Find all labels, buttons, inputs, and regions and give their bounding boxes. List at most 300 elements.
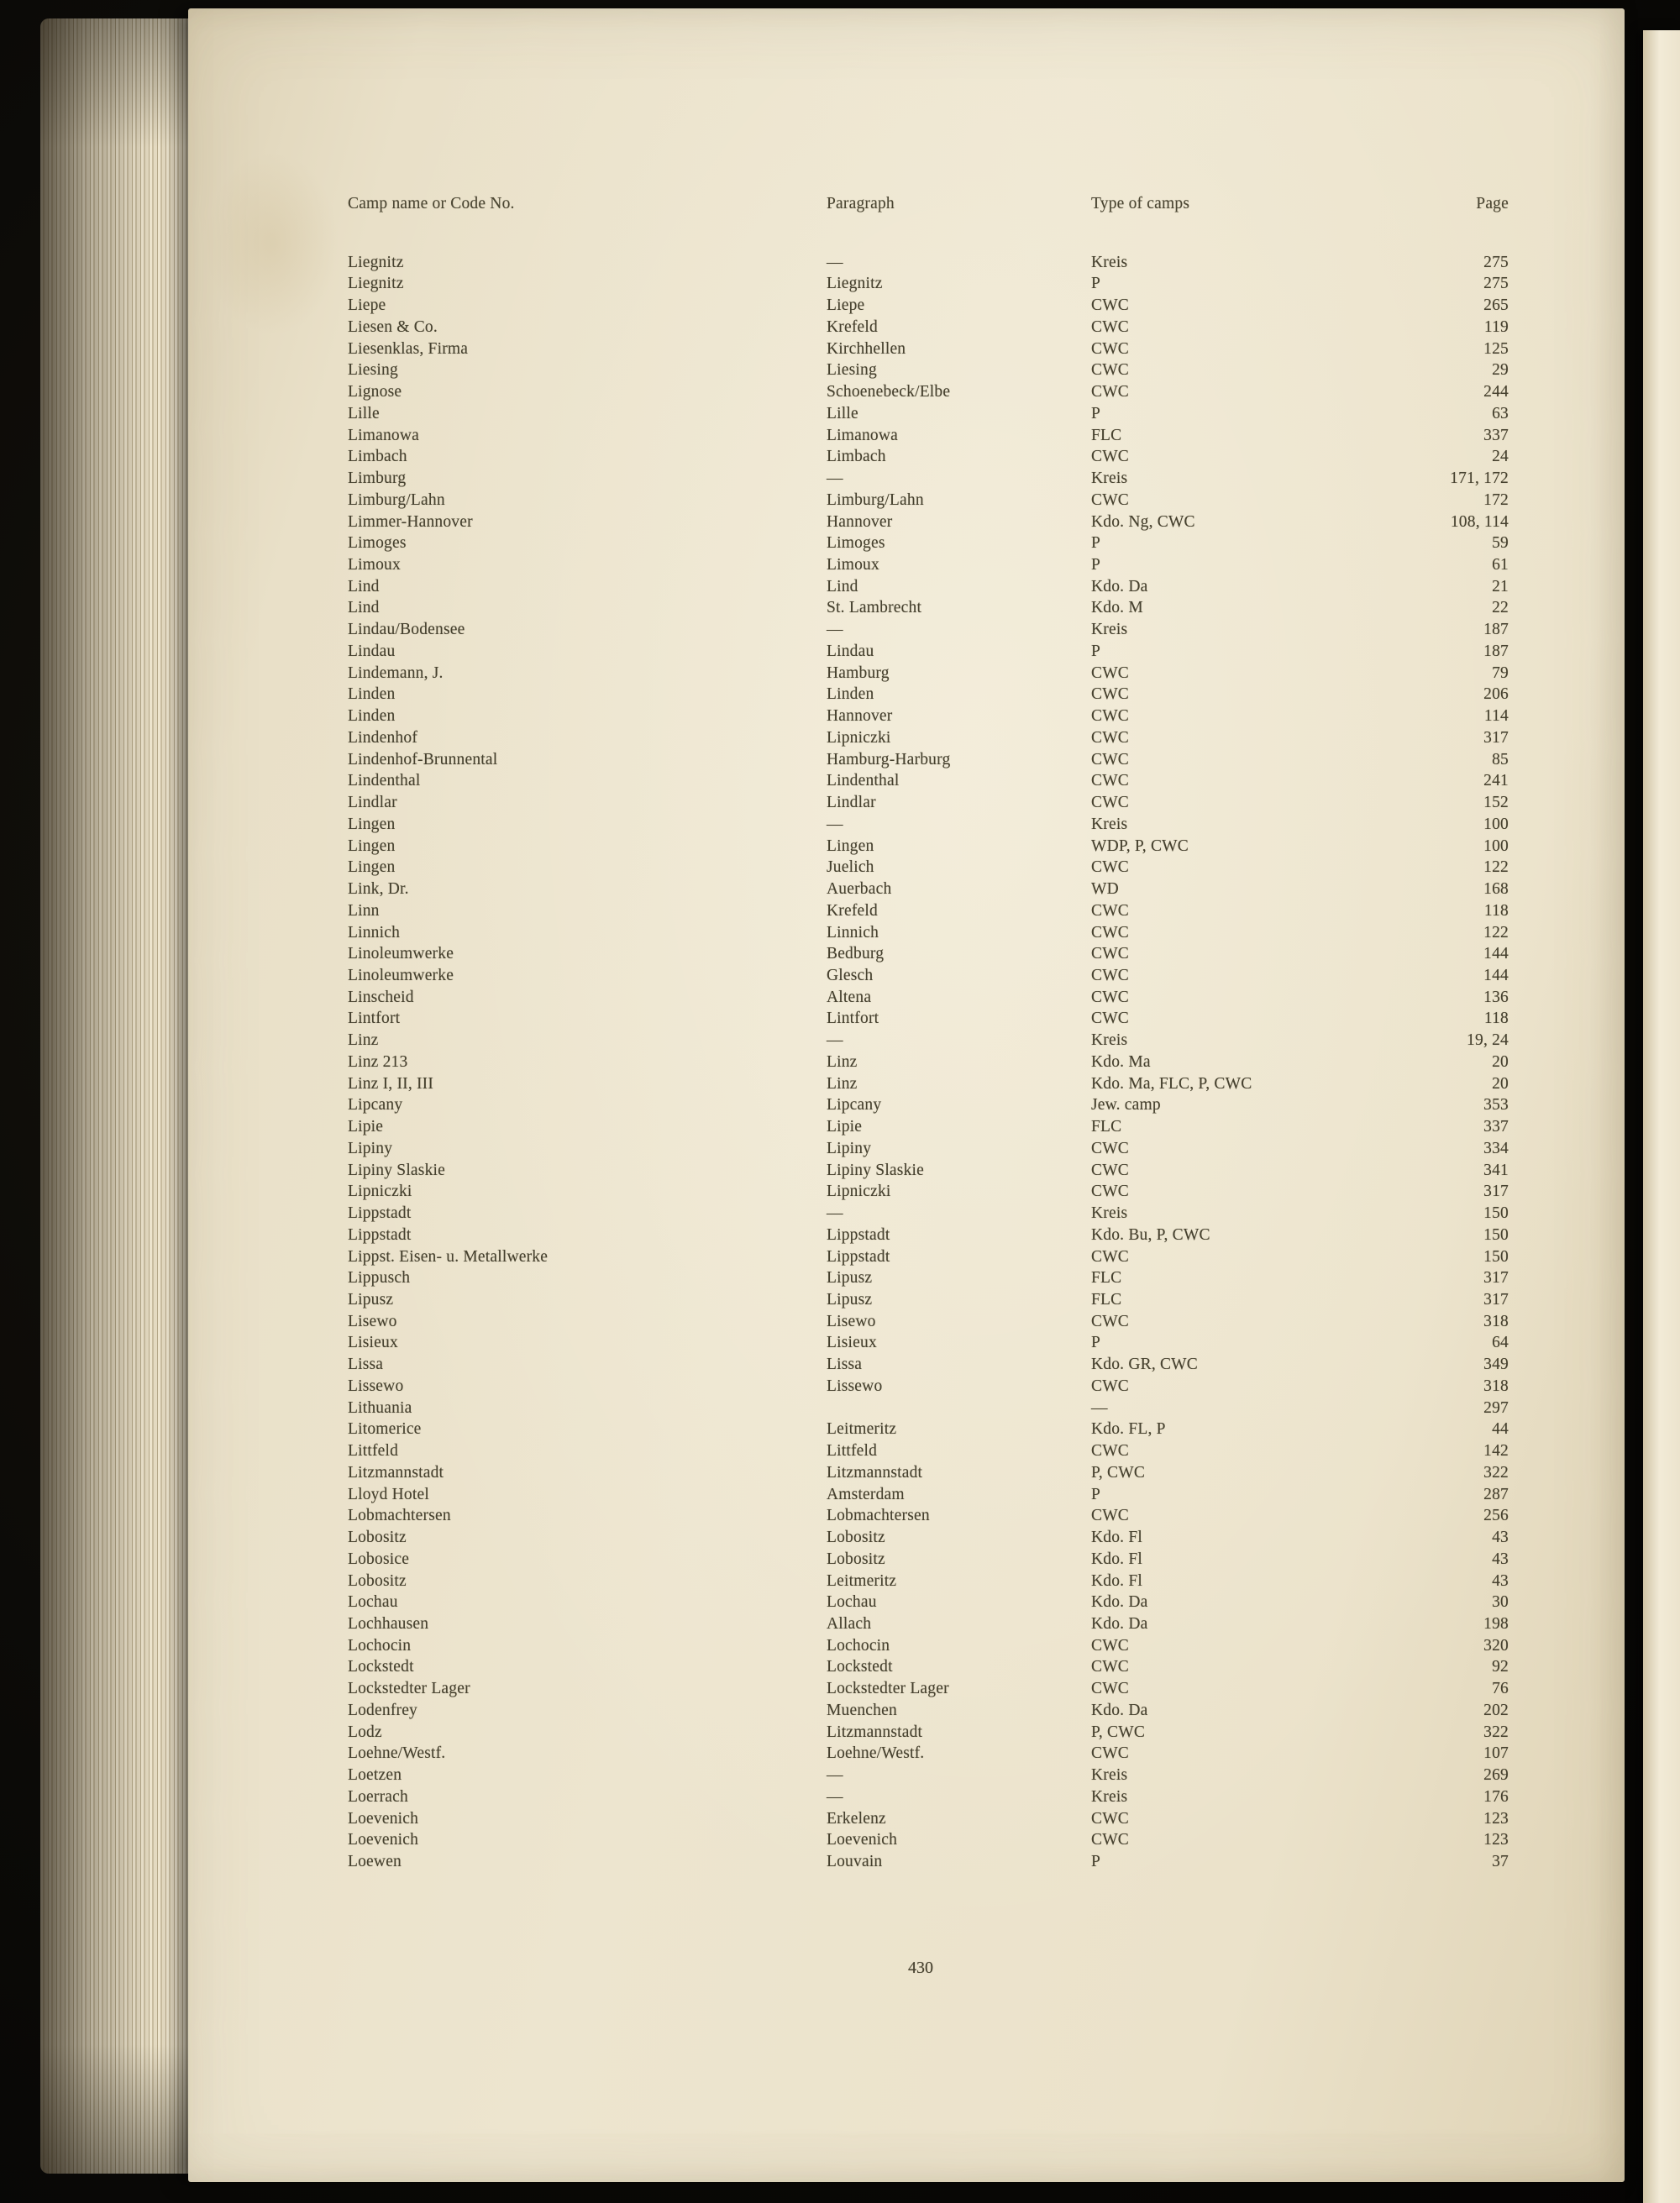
paragraph-cell: Auerbach <box>827 880 892 899</box>
camp-type-cell: CWC <box>1091 664 1130 682</box>
page-ref-cell: 168 <box>1483 880 1509 899</box>
camp-type-cell: CWC <box>1091 1507 1130 1525</box>
table-row <box>348 532 1517 554</box>
table-row <box>348 1571 1517 1592</box>
page-ref-cell: 320 <box>1483 1636 1509 1655</box>
camp-name-cell: Liegnitz <box>348 253 404 271</box>
paragraph-cell: — <box>827 1787 843 1806</box>
camp-type-cell: Kdo. FL, P <box>1091 1420 1166 1439</box>
camp-type-cell: WD <box>1091 880 1119 899</box>
camp-name-cell: Linn <box>348 901 380 920</box>
camp-name-cell: Lindenhof-Brunnental <box>348 750 498 768</box>
camp-name-cell: Linoleumwerke <box>348 945 454 963</box>
table-row <box>348 857 1517 879</box>
page-ref-cell: 317 <box>1483 1183 1509 1201</box>
table-row <box>348 1398 1517 1419</box>
page-ref-cell: 119 <box>1483 317 1509 336</box>
camp-type-cell: FLC <box>1091 426 1122 444</box>
paragraph-cell: Litzmannstadt <box>827 1463 923 1482</box>
book-page-edges <box>40 18 192 2174</box>
page-ref-cell: 150 <box>1483 1204 1509 1223</box>
camp-type-cell: P <box>1091 404 1101 422</box>
camp-name-cell: Linscheid <box>348 988 414 1006</box>
paragraph-cell: — <box>827 1204 843 1223</box>
camp-name-cell: Lobositz <box>348 1571 407 1590</box>
camp-name-cell: Lochau <box>348 1593 398 1612</box>
paragraph-cell: Lindlar <box>827 794 876 812</box>
page-ref-cell: 265 <box>1483 296 1509 315</box>
paragraph-cell: Lobmachtersen <box>827 1507 930 1525</box>
camp-name-cell: Littfeld <box>348 1442 399 1461</box>
paragraph-cell: Lipie <box>827 1118 863 1136</box>
camp-type-cell: CWC <box>1091 1442 1130 1461</box>
paragraph-cell: Glesch <box>827 966 874 984</box>
page-ref-cell: 43 <box>1492 1571 1509 1590</box>
header-camp-type: Type of camps <box>1091 195 1190 212</box>
page-ref-cell: 43 <box>1492 1550 1509 1568</box>
book-page <box>188 8 1625 2182</box>
paragraph-cell: Juelich <box>827 858 874 877</box>
camp-name-cell: Lisewo <box>348 1312 397 1330</box>
paragraph-cell: — <box>827 815 843 833</box>
paragraph-cell: Limoux <box>827 556 879 574</box>
page-ref-cell: 322 <box>1483 1723 1509 1741</box>
camp-type-cell: P <box>1091 1485 1101 1503</box>
table-row <box>348 273 1517 295</box>
paragraph-cell: Hamburg <box>827 664 890 682</box>
camp-name-cell: Lindau <box>348 642 396 660</box>
camp-name-cell: Liesenklas, Firma <box>348 339 469 358</box>
camp-type-cell: Kdo. M <box>1091 599 1143 617</box>
paragraph-cell: — <box>827 469 843 488</box>
camp-name-cell: Limoges <box>348 534 407 553</box>
paragraph-cell: Hannover <box>827 512 893 531</box>
page-ref-cell: 275 <box>1483 253 1509 271</box>
page-ref-cell: 256 <box>1483 1507 1509 1525</box>
paragraph-cell: Limanowa <box>827 426 898 444</box>
camp-type-cell: Jew. camp <box>1091 1096 1161 1115</box>
table-row <box>348 770 1517 792</box>
paragraph-cell: Lingen <box>827 837 874 855</box>
paragraph-cell: Leitmeritz <box>827 1571 897 1590</box>
page-ref-cell: 317 <box>1483 1269 1509 1288</box>
table-row <box>348 1332 1517 1354</box>
table-row <box>348 381 1517 403</box>
paragraph-cell: — <box>827 1766 843 1785</box>
page-ref-cell: 241 <box>1483 772 1509 790</box>
paragraph-cell: Lipcany <box>827 1096 882 1115</box>
camp-name-cell: Lindlar <box>348 794 397 812</box>
camp-type-cell: CWC <box>1091 707 1130 726</box>
camp-type-cell: P <box>1091 1334 1101 1352</box>
table-row <box>348 1613 1517 1635</box>
camp-name-cell: Linz I, II, III <box>348 1074 434 1093</box>
camp-type-cell: CWC <box>1091 1831 1130 1849</box>
page-number: 430 <box>908 1959 933 1977</box>
camp-name-cell: Lockstedt <box>348 1658 414 1676</box>
table-row <box>348 836 1517 858</box>
camp-type-cell: Kreis <box>1091 1766 1128 1785</box>
camp-name-cell: Lippst. Eisen- u. Metallwerke <box>348 1247 549 1266</box>
table-row <box>348 1138 1517 1160</box>
camp-type-cell: WDP, P, CWC <box>1091 837 1189 855</box>
paragraph-cell: Lindenthal <box>827 772 900 790</box>
table-row <box>348 468 1517 490</box>
page-ref-cell: 318 <box>1483 1312 1509 1330</box>
table-row <box>348 1116 1517 1138</box>
table-row <box>348 965 1517 987</box>
camp-type-cell: CWC <box>1091 383 1130 401</box>
table-row <box>348 1160 1517 1182</box>
camp-name-cell: Lissa <box>348 1356 384 1374</box>
table-row <box>348 490 1517 511</box>
paragraph-cell: Lippstadt <box>827 1225 890 1244</box>
page-ref-cell: 123 <box>1483 1809 1509 1828</box>
table-row <box>348 792 1517 814</box>
camp-type-cell: P <box>1091 534 1101 553</box>
table-row <box>348 317 1517 338</box>
table-row <box>348 705 1517 727</box>
page-ref-cell: 76 <box>1492 1680 1509 1698</box>
table-row <box>348 338 1517 360</box>
index-table <box>348 193 1517 1873</box>
camp-name-cell: Link, Dr. <box>348 880 409 899</box>
camp-type-cell: FLC <box>1091 1118 1122 1136</box>
camp-name-cell: Linnich <box>348 923 401 942</box>
page-ref-cell: 172 <box>1483 490 1509 509</box>
table-row <box>348 641 1517 663</box>
table-row <box>348 1311 1517 1333</box>
camp-type-cell: CWC <box>1091 685 1130 704</box>
page-ref-cell: 176 <box>1483 1787 1509 1806</box>
table-row <box>348 295 1517 317</box>
paragraph-cell: Linz <box>827 1052 858 1071</box>
camp-name-cell: Lipcany <box>348 1096 403 1115</box>
paragraph-cell: Lochau <box>827 1593 877 1612</box>
table-row <box>348 684 1517 705</box>
paragraph-cell <box>827 1398 1091 1419</box>
paragraph-cell: Muenchen <box>827 1701 897 1719</box>
camp-name-cell: Lind <box>348 599 380 617</box>
camp-name-cell: Litomerice <box>348 1420 422 1439</box>
camp-type-cell: CWC <box>1091 966 1130 984</box>
paragraph-cell: Lindau <box>827 642 874 660</box>
table-row <box>348 1786 1517 1808</box>
camp-name-cell: Lochocin <box>348 1636 412 1655</box>
camp-name-cell: Lippusch <box>348 1269 411 1288</box>
page-ref-cell: 341 <box>1483 1161 1509 1179</box>
table-row <box>348 900 1517 922</box>
camp-name-cell: Lipiny Slaskie <box>348 1161 446 1179</box>
page-ref-cell: 353 <box>1483 1096 1509 1115</box>
camp-type-cell: CWC <box>1091 794 1130 812</box>
table-row <box>348 1722 1517 1744</box>
table-row <box>348 1440 1517 1462</box>
paragraph-cell: Lille <box>827 404 858 422</box>
page-ref-cell: 337 <box>1483 426 1509 444</box>
paragraph-cell: Hamburg-Harburg <box>827 750 951 768</box>
camp-name-cell: Linden <box>348 685 396 704</box>
camp-name-cell: Lodz <box>348 1723 382 1741</box>
camp-type-cell: FLC <box>1091 1290 1122 1309</box>
paragraph-cell: Lippstadt <box>827 1247 890 1266</box>
page-ref-cell: 269 <box>1483 1766 1509 1785</box>
camp-type-cell: CWC <box>1091 923 1130 942</box>
page-ref-cell: 30 <box>1492 1593 1509 1612</box>
camp-type-cell: — <box>1091 1398 1108 1417</box>
table-row <box>348 576 1517 598</box>
camp-name-cell: Limoux <box>348 556 401 574</box>
page-ref-cell: 29 <box>1492 361 1509 380</box>
page-ref-cell: 122 <box>1483 923 1509 942</box>
table-row <box>348 446 1517 468</box>
camp-name-cell: Lobositz <box>348 1529 407 1547</box>
camp-type-cell: Kdo. Ng, CWC <box>1091 512 1195 531</box>
page-ref-cell: 152 <box>1483 794 1509 812</box>
camp-name-cell: Lingen <box>348 837 396 855</box>
camp-name-cell: Lipiny <box>348 1139 393 1157</box>
camp-name-cell: Loevenich <box>348 1831 419 1849</box>
camp-type-cell: CWC <box>1091 1809 1130 1828</box>
paragraph-cell: Lipniczki <box>827 728 891 747</box>
camp-type-cell: P <box>1091 1853 1101 1871</box>
next-page-edge <box>1643 30 1680 2203</box>
table-row <box>348 1700 1517 1722</box>
page-ref-cell: 318 <box>1483 1377 1509 1395</box>
page-ref-cell: 187 <box>1483 621 1509 639</box>
camp-type-cell: CWC <box>1091 490 1130 509</box>
table-row <box>348 597 1517 619</box>
page-ref-cell: 136 <box>1483 988 1509 1006</box>
paragraph-cell: Lind <box>827 577 858 595</box>
table-row <box>348 943 1517 965</box>
camp-name-cell: Loerrach <box>348 1787 408 1806</box>
camp-type-cell: Kreis <box>1091 1031 1128 1050</box>
header-page: Page <box>1476 195 1509 212</box>
paragraph-cell: Lisieux <box>827 1334 877 1352</box>
camp-type-cell: CWC <box>1091 945 1130 963</box>
page-ref-cell: 114 <box>1483 707 1509 726</box>
table-row <box>348 1851 1517 1873</box>
page-ref-cell: 118 <box>1483 901 1509 920</box>
paragraph-cell: Louvain <box>827 1853 883 1871</box>
camp-name-cell: Loehne/Westf. <box>348 1744 446 1763</box>
table-row <box>348 554 1517 576</box>
table-row <box>348 1527 1517 1549</box>
page-ref-cell: 206 <box>1483 685 1509 704</box>
table-row <box>348 1678 1517 1700</box>
table-row <box>348 1419 1517 1440</box>
camp-name-cell: Linz 213 <box>348 1052 408 1071</box>
camp-name-cell: Lobosice <box>348 1550 410 1568</box>
camp-type-cell: CWC <box>1091 1744 1130 1763</box>
camp-type-cell: CWC <box>1091 317 1130 336</box>
camp-name-cell: Lobmachtersen <box>348 1507 451 1525</box>
paragraph-cell: Krefeld <box>827 901 878 920</box>
page-ref-cell: 100 <box>1483 815 1509 833</box>
camp-name-cell: Lochhausen <box>348 1615 429 1633</box>
camp-name-cell: Lissewo <box>348 1377 404 1395</box>
table-row <box>348 1765 1517 1786</box>
page-ref-cell: 92 <box>1492 1658 1509 1676</box>
camp-name-cell: Lindenhof <box>348 728 418 747</box>
camp-type-cell: CWC <box>1091 1183 1130 1201</box>
camp-type-cell: CWC <box>1091 1680 1130 1698</box>
camp-type-cell: Kreis <box>1091 815 1128 833</box>
table-row <box>348 922 1517 944</box>
paragraph-cell: Loehne/Westf. <box>827 1744 925 1763</box>
paragraph-cell: Lipiny <box>827 1139 872 1157</box>
camp-name-cell: Linz <box>348 1031 379 1050</box>
paragraph-cell: Limbach <box>827 448 886 466</box>
page-ref-cell: 61 <box>1492 556 1509 574</box>
paragraph-cell: Lipusz <box>827 1290 873 1309</box>
camp-name-cell: Lindau/Bodensee <box>348 621 465 639</box>
table-row <box>348 663 1517 685</box>
paragraph-cell: Litzmannstadt <box>827 1723 923 1741</box>
paragraph-cell: Littfeld <box>827 1442 878 1461</box>
page-ref-cell: 144 <box>1483 966 1509 984</box>
paragraph-cell: Krefeld <box>827 317 878 336</box>
page-ref-cell: 24 <box>1492 448 1509 466</box>
table-row <box>348 1203 1517 1225</box>
paragraph-cell: Lissa <box>827 1356 863 1374</box>
camp-name-cell: Loewen <box>348 1853 402 1871</box>
table-row <box>348 1073 1517 1095</box>
paragraph-cell: Hannover <box>827 707 893 726</box>
camp-type-cell: P <box>1091 642 1101 660</box>
table-row <box>348 727 1517 749</box>
camp-name-cell: Linden <box>348 707 396 726</box>
page-ref-cell: 20 <box>1492 1052 1509 1071</box>
paragraph-cell: Lochocin <box>827 1636 890 1655</box>
camp-type-cell: Kreis <box>1091 253 1128 271</box>
page-ref-cell: 287 <box>1483 1485 1509 1503</box>
paragraph-cell: Lipusz <box>827 1269 873 1288</box>
table-row <box>348 1289 1517 1311</box>
paragraph-cell: Lipniczki <box>827 1183 891 1201</box>
page-ref-cell: 37 <box>1492 1853 1509 1871</box>
paragraph-cell: Lobositz <box>827 1529 885 1547</box>
paragraph-cell: St. Lambrecht <box>827 599 922 617</box>
table-row <box>348 252 1517 274</box>
camp-type-cell: Kdo. Da <box>1091 1593 1148 1612</box>
camp-type-cell: CWC <box>1091 728 1130 747</box>
table-row <box>348 1181 1517 1203</box>
camp-type-cell: CWC <box>1091 772 1130 790</box>
paragraph-cell: Lobositz <box>827 1550 885 1568</box>
camp-name-cell: Lloyd Hotel <box>348 1485 429 1503</box>
table-row <box>348 619 1517 641</box>
camp-type-cell: Kdo. Fl <box>1091 1529 1142 1547</box>
paragraph-cell: Lockstedt <box>827 1658 893 1676</box>
camp-name-cell: Lignose <box>348 383 402 401</box>
table-row <box>348 1505 1517 1527</box>
paragraph-cell: Limburg/Lahn <box>827 490 924 509</box>
table-row <box>348 359 1517 381</box>
camp-type-cell: CWC <box>1091 1161 1130 1179</box>
header-paragraph: Paragraph <box>827 195 895 212</box>
table-row <box>348 814 1517 836</box>
paragraph-cell: Liegnitz <box>827 275 883 293</box>
camp-type-cell: CWC <box>1091 1377 1130 1395</box>
page-ref-cell: 79 <box>1492 664 1509 682</box>
camp-type-cell: Kdo. Fl <box>1091 1571 1142 1590</box>
camp-name-cell: Limmer-Hannover <box>348 512 473 531</box>
paragraph-cell: Linnich <box>827 923 879 942</box>
camp-name-cell: Lingen <box>348 858 396 877</box>
table-row <box>348 1462 1517 1484</box>
index-table-body <box>348 252 1517 1873</box>
camp-type-cell: CWC <box>1091 858 1130 877</box>
camp-name-cell: Limburg/Lahn <box>348 490 445 509</box>
camp-name-cell: Lipniczki <box>348 1183 412 1201</box>
table-row <box>348 1376 1517 1398</box>
camp-name-cell: Limbach <box>348 448 407 466</box>
table-row <box>348 1808 1517 1830</box>
table-row <box>348 1354 1517 1376</box>
page-ref-cell: 297 <box>1483 1398 1509 1417</box>
camp-type-cell: Kdo. Da <box>1091 577 1148 595</box>
table-row <box>348 1094 1517 1116</box>
camp-name-cell: Limburg <box>348 469 407 488</box>
camp-name-cell: Lippstadt <box>348 1225 412 1244</box>
paragraph-cell: Loevenich <box>827 1831 898 1849</box>
camp-type-cell: CWC <box>1091 448 1130 466</box>
page-ref-cell: 144 <box>1483 945 1509 963</box>
camp-name-cell: Lithuania <box>348 1398 412 1417</box>
page-ref-cell: 334 <box>1483 1139 1509 1157</box>
camp-name-cell: Lintfort <box>348 1010 401 1028</box>
camp-name-cell: Lipie <box>348 1118 384 1136</box>
paragraph-cell: Liesing <box>827 361 877 380</box>
page-ref-cell: 123 <box>1483 1831 1509 1849</box>
paragraph-cell: — <box>827 621 843 639</box>
page-ref-cell: 125 <box>1483 339 1509 358</box>
camp-name-cell: Loetzen <box>348 1766 402 1785</box>
camp-name-cell: Lind <box>348 577 380 595</box>
paragraph-cell: Erkelenz <box>827 1809 886 1828</box>
camp-type-cell: CWC <box>1091 1247 1130 1266</box>
page-ref-cell: 171, 172 <box>1450 469 1509 488</box>
table-row <box>348 1246 1517 1268</box>
camp-type-cell: Kreis <box>1091 621 1128 639</box>
camp-type-cell: CWC <box>1091 296 1130 315</box>
page-ref-cell: 244 <box>1483 383 1509 401</box>
page-ref-cell: 85 <box>1492 750 1509 768</box>
paragraph-cell: — <box>827 1031 843 1050</box>
camp-type-cell: Kreis <box>1091 1787 1128 1806</box>
camp-name-cell: Lindenthal <box>348 772 421 790</box>
camp-name-cell: Lippstadt <box>348 1204 412 1223</box>
camp-type-cell: Kdo. Da <box>1091 1701 1148 1719</box>
page-ref-cell: 63 <box>1492 404 1509 422</box>
camp-name-cell: Linoleumwerke <box>348 966 454 984</box>
page-ref-cell: 198 <box>1483 1615 1509 1633</box>
camp-name-cell: Liepe <box>348 296 386 315</box>
paragraph-cell: Lissewo <box>827 1377 883 1395</box>
table-row <box>348 1008 1517 1030</box>
page-ref-cell: 349 <box>1483 1356 1509 1374</box>
camp-type-cell: CWC <box>1091 1010 1130 1028</box>
paragraph-cell: Liepe <box>827 296 865 315</box>
camp-name-cell: Lockstedter Lager <box>348 1680 470 1698</box>
page-ref-cell: 20 <box>1492 1074 1509 1093</box>
table-row <box>348 1829 1517 1851</box>
page-ref-cell: 22 <box>1492 599 1509 617</box>
paragraph-cell: Allach <box>827 1615 872 1633</box>
camp-type-cell: P <box>1091 556 1101 574</box>
